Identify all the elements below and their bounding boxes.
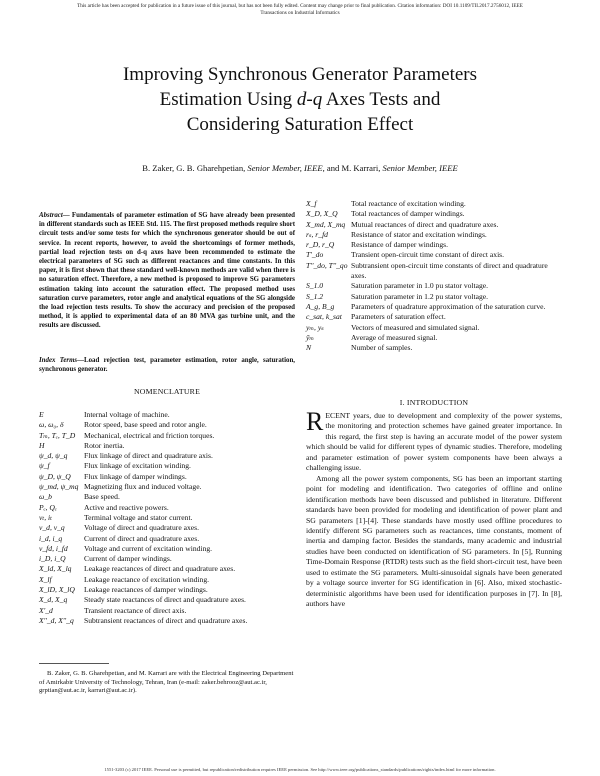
nomenclature-definition: Parameters of quadrature approximation of the saturation curve. (351, 301, 546, 311)
nomenclature-entry (39, 482, 295, 492)
index-terms-label: Index Terms (39, 357, 78, 364)
nomenclature-symbol: X_md, X_mq (306, 219, 346, 229)
nomenclature-symbol: X_lf (39, 574, 52, 584)
nomenclature-entry (39, 595, 295, 605)
nomenclature-entry (39, 431, 295, 441)
nomenclature-definition: Terminal voltage and stator current. (84, 512, 193, 522)
nomenclature-definition: Subtransient open-circuit time constants of direct and quadrature axes. (351, 260, 548, 281)
header-line-2: Transactions on Industrial Informatics (260, 9, 340, 16)
nomenclature-symbol: rₛ, r_fd (306, 229, 328, 239)
nomenclature-entry (39, 513, 295, 523)
introduction-heading: I. INTRODUCTION (399, 398, 469, 407)
nomenclature-entry (306, 323, 562, 333)
nomenclature-entry (39, 575, 295, 585)
nomenclature-heading: NOMENCLATURE (133, 387, 201, 396)
nomenclature-entry (306, 281, 562, 291)
nomenclature-definition: Flux linkage of damper windings. (84, 471, 187, 481)
nomenclature-definition: Vectors of measured and simulated signal. (351, 322, 480, 332)
nomenclature-symbol: X_ld, X_lq (39, 564, 72, 574)
nomenclature-symbol: ψ_D, ψ_Q (39, 471, 71, 481)
nomenclature-definition: Subtransient reactances of direct and quadrature axes. (84, 615, 248, 625)
nomenclature-symbol: X_D, X_Q (306, 209, 338, 219)
nomenclature-entry (39, 503, 295, 513)
nomenclature-entry (39, 544, 295, 554)
nomenclature-entry (306, 302, 562, 312)
author-affiliation-footnote: B. Zaker, G. B. Gharehpetian, and M. Karrari are with the Electrical Engineering Department of Amirkabir University of Technology, Tehran, Iran (e-mail: zaker.behrooz@aut.ac.ir, grptian@aut.ac.ir, karrari@aut.ac.ir). (39, 670, 294, 695)
nomenclature-definition: Leakage reactances of damper windings. (84, 585, 208, 595)
nomenclature-symbol: ω_b (39, 492, 52, 502)
nomenclature-symbol: c_sat, k_sat (306, 312, 342, 322)
nomenclature-definition: Rotor inertia. (84, 440, 125, 450)
nomenclature-definition: Parameters of saturation effect. (351, 312, 446, 322)
abstract-text: — Fundamentals of parameter estimation of SG have already been presented in different standards such as IEEE Std. 115. The first proposed methods require short circuit tests and/or some tests for which the synchronous generator should be out of service. In recent reports, however, to avoid the shortcomings of former methods, partial load rejection tests on d-q axes have been recommended to estimate the electrical parameters of SG such as different reactances and time constants. In this paper, it is first shown that these standard well-known methods are valid when there is no saturation effect. Therefore, a new method is proposed to improve SG parameters estimation taking into account the saturation effect. The proposed method uses saturation curve parameters, rotor angle and analytical equations of the SG alongside the load rejection tests results. To show the accuracy and precision of the proposed method, it is applied to experimental data of an 80 MVA gas turbine unit, and the results are discussed. (39, 212, 295, 330)
nomenclature-symbol: X_d, X_q (39, 595, 68, 605)
nomenclature-symbol: H (39, 440, 45, 450)
nomenclature-symbol: i_d, i_q (39, 533, 63, 543)
abstract (39, 211, 295, 331)
index-terms (39, 356, 295, 374)
nomenclature-symbol: ω, ω₀, δ (39, 420, 64, 430)
nomenclature-entry (306, 250, 562, 260)
nomenclature-symbol: X_lD, X_lQ (39, 585, 75, 595)
nomenclature-symbol: A_g, B_g (306, 301, 335, 311)
nomenclature-symbol: ȳₘ (306, 332, 315, 342)
nomenclature-entry (306, 333, 562, 343)
nomenclature-symbol: X'_d (39, 605, 53, 615)
nomenclature-entry (39, 585, 295, 595)
nomenclature-entry (39, 564, 295, 574)
nomenclature-entry (306, 240, 562, 250)
nomenclature-entry (39, 461, 295, 471)
nomenclature-symbol: i_D, i_Q (39, 554, 66, 564)
nomenclature-entry (306, 220, 562, 230)
author-line: B. Zaker, G. B. Gharehpetian, Senior Member, IEEE, and M. Karrari, Senior Member, IEEE (142, 163, 458, 173)
nomenclature-symbol: S_1.2 (306, 291, 324, 301)
nomenclature-symbol: X''_d, X''_q (39, 615, 74, 625)
nomenclature-entry (39, 554, 295, 564)
introduction-body (306, 407, 562, 610)
nomenclature-entry (39, 534, 295, 544)
nomenclature-symbol: N (306, 343, 312, 353)
nomenclature-definition: Transient reactance of direct axis. (84, 605, 187, 615)
intro-paragraph-2: Among all the power system components, SG has been an important starting point for modeling and identification. Two categories of offline and online identification methods have been discussed and published in literature. Different standards have been provided for modeling and identification of power plant and SG parameters [1]-[4]. These standards have mostly used offline procedures to identify different SG parameters such as reactances, time constants, moment of inertia and damping factor. Besides the standards, many academic and industrial studies have been conducted on identification of SG parameters. In [5], Running Time-Domain Response (RTDR) tests such as the field short-circuit test, have been used to estimate the SG parameters. Multi-sinusoidal signals have been generated by a voltage source inverter for SG identification in [6]. Also, mixed stochastic-deterministic algorithms have been used for identification purposes in [7]. In [8], authors have (306, 473, 562, 609)
nomenclature-entry (306, 230, 562, 240)
nomenclature-definition: Internal voltage of machine. (84, 410, 170, 419)
nomenclature-definition: Saturation parameter in 1.2 pu stator voltage. (351, 291, 489, 301)
nomenclature-symbol: E (39, 410, 44, 419)
nomenclature-definition: Resistance of damper windings. (351, 240, 449, 250)
nomenclature-symbol: Pₑ, Qₑ (39, 502, 57, 512)
running-header (0, 3, 600, 16)
nomenclature-definition: Active and reactive powers. (84, 502, 169, 512)
nomenclature-list-right (306, 199, 562, 353)
nomenclature-entry (39, 616, 295, 626)
header-line-1: This article has been accepted for publication in a future issue of this journal, but has not been fully edited. Content may change prior to final publication. Citation information: DOI 10.1109/TII.2017.2756012, IEEE (77, 3, 523, 9)
nomenclature-list-left (39, 410, 295, 626)
nomenclature-symbol: T'_do (306, 250, 324, 260)
nomenclature-symbol: T''_do, T''_qo (306, 260, 348, 270)
abstract-label: Abstract (39, 212, 63, 219)
nomenclature-definition: Current of direct and quadrature axes. (84, 533, 200, 543)
nomenclature-entry (306, 209, 562, 219)
intro-paragraph-1: RECENT years, due to development and complexity of the power systems, the monitoring and protection schemes have gained greater importance. In this regard, the first step is having an accurate model of the power system which should be valid for different types of dynamic studies. Therefore, modeling and parameter estimation of power system components have been always a challenging issue. (306, 407, 562, 473)
nomenclature-entry (306, 261, 562, 282)
nomenclature-symbol: v_fd, i_fd (39, 543, 68, 553)
nomenclature-entry (39, 606, 295, 616)
title-line-3: Considering Saturation Effect (186, 114, 414, 135)
nomenclature-definition: Flux linkage of excitation winding. (84, 461, 191, 471)
nomenclature-symbol: yₘ, yₛ (306, 322, 324, 332)
nomenclature-definition: Leakage reactance of excitation winding. (84, 574, 210, 584)
nomenclature-definition: Resistance of stator and excitation windings. (351, 229, 487, 239)
nomenclature-definition: Saturation parameter in 1.0 pu stator voltage. (351, 281, 489, 291)
nomenclature-entry (306, 312, 562, 322)
nomenclature-entry (39, 451, 295, 461)
nomenclature-definition: Steady state reactances of direct and quadrature axes. (84, 595, 246, 605)
nomenclature-definition: Magnetizing flux and induced voltage. (84, 482, 202, 492)
nomenclature-definition: Mutual reactances of direct and quadrature axes. (351, 219, 499, 229)
nomenclature-symbol: S_1.0 (306, 281, 324, 291)
nomenclature-definition: Total reactance of excitation winding. (351, 199, 466, 208)
nomenclature-entry (39, 523, 295, 533)
nomenclature-definition: Current of damper windings. (84, 554, 172, 564)
footnote-divider (39, 663, 109, 664)
nomenclature-entry (39, 492, 295, 502)
nomenclature-entry (306, 292, 562, 302)
nomenclature-symbol: ψ_f (39, 461, 50, 471)
nomenclature-symbol: X_f (306, 199, 317, 208)
copyright-footer: 1551-3203 (c) 2017 IEEE. Personal use is permitted, but republication/redistribution requires IEEE permission. See http://www.ieee.org/publications_standards/publications/rights/index.html for more information. (104, 767, 496, 772)
nomenclature-definition: Voltage of direct and quadrature axes. (84, 523, 199, 533)
nomenclature-entry (39, 441, 295, 451)
nomenclature-symbol: ψ_d, ψ_q (39, 451, 68, 461)
nomenclature-definition: Mechanical, electrical and friction torques. (84, 430, 215, 440)
nomenclature-definition: Base speed. (84, 492, 120, 502)
nomenclature-symbol: Tₘ, Tₑ, T_D (39, 430, 76, 440)
index-terms-text: —Load rejection test, parameter estimation, rotor angle, saturation, synchronous generator. (39, 357, 296, 374)
nomenclature-symbol: r_D, r_Q (306, 240, 335, 250)
nomenclature-entry (39, 410, 295, 420)
nomenclature-entry (306, 343, 562, 353)
nomenclature-definition: Voltage and current of excitation winding. (84, 543, 213, 553)
nomenclature-symbol: ψ_md, ψ_mq (39, 482, 79, 492)
nomenclature-definition: Average of measured signal. (351, 332, 438, 342)
paper-title (40, 62, 560, 137)
nomenclature-entry (39, 472, 295, 482)
nomenclature-entry (306, 199, 562, 209)
drop-cap: R (306, 407, 324, 436)
title-line-1: Improving Synchronous Generator Parameters (122, 64, 478, 85)
nomenclature-symbol: vₜ, iₜ (39, 512, 53, 522)
nomenclature-definition: Flux linkage of direct and quadrature axis. (84, 451, 213, 461)
nomenclature-definition: Total reactances of damper windings. (351, 209, 465, 219)
nomenclature-symbol: v_d, v_q (39, 523, 65, 533)
nomenclature-definition: Number of samples. (351, 343, 413, 353)
nomenclature-definition: Rotor speed, base speed and rotor angle. (84, 420, 207, 430)
nomenclature-definition: Leakage reactances of direct and quadrature axes. (84, 564, 236, 574)
nomenclature-definition: Transient open-circuit time constant of direct axis. (351, 250, 505, 260)
nomenclature-entry (39, 420, 295, 430)
title-line-2: Estimation Using d-q Axes Tests and (159, 89, 441, 110)
